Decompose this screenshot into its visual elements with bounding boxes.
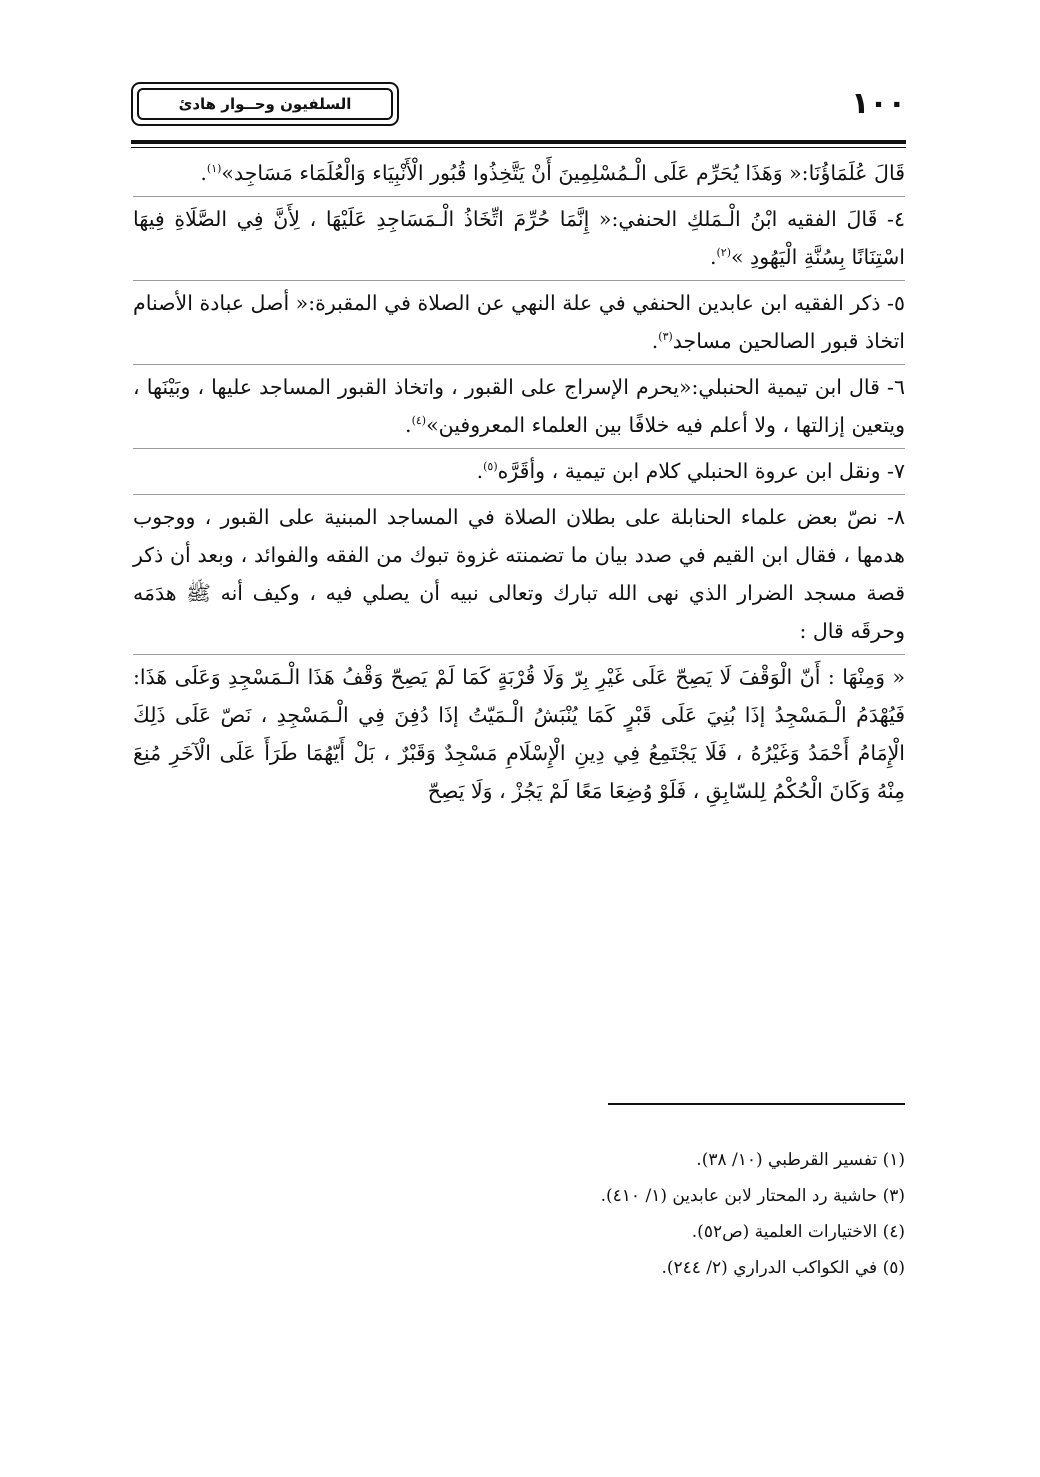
footnotes [133,1142,905,1286]
paragraph-4: ٦- قال ابن تيمية الحنبلي:«يحرم الإسراج على القبور ، واتخاذ القبور المساجد عليها ، وبَيْنَها ، ويتعين إزالتها ، ولا أعلم فيه خلافًا بين العلماء المعروفين»$^{(٤)}$. [133,364,905,444]
paragraph-7: « وَمِنْهَا : أَنّ الْوَقْفَ لَا يَصِحّ عَلَى غَيْرِ بِرّ وَلَا قُرْبَةٍ كَمَا لَمْ يَصِحّ وَقْفُ هَذَا الْـمَسْجِدِ وَعَلَى هَذَا: فَيُهْدَمُ الْـمَسْجِدُ إذَا بُنِيَ عَلَى قَبْرٍ كَمَا يُنْبَشُ الْـمَيّتُ إذَا دُفِنَ فِي الْـمَسْجِدِ ، نَصّ عَلَى ذَلِكَ الْإِمَامُ أَحْمَدُ وَغَيْرُهُ ، فَلَا يَجْتَمِعُ فِي دِينِ الْإِسْلَامِ مَسْجِدٌ وَقَبْرٌ ، بَلْ أَيّهُمَا طَرَأَ عَلَى الْآخَرِ مُنِعَ مِنْهُ وَكَانَ الْحُكْمُ لِلسّابِقِ ، فَلَوْ وُضِعَا مَعًا لَمْ يَجُزْ ، وَلَا يَصِحّ [133,654,905,810]
footnote-4: (٤) الاختيارات العلمية (ص٥٢). [691,1222,905,1242]
footnote-ref-2: (٢) [716,246,731,260]
paragraph-2: ٤- قَالَ الفقيه ابْنُ الْـمَلكِ الحنفي:« إِنَّمَا حُرِّمَ اتِّخَاذُ الْـمَسَاجِدِ عَلَيْهَا ، لِأَنَّ فِي الصَّلَاةِ فِيهَا اسْتِنَانًا بِسُنَّةِ الْيَهُودِ »$^{(٢)}$. [133,196,905,276]
footnote-ref-5: (٥) [483,460,498,474]
paragraph-3: ٥- ذكر الفقيه ابن عابدين الحنفي في علة النهي عن الصلاة في المقبرة:« أصل عبادة الأصنام اتخاذ قبور الصالحين مساجد$^{(٣)}$. [133,280,905,360]
footnote-ref-1: (١) [206,162,222,176]
header-rule-thin [131,147,906,148]
paragraph-5: ٧- ونقل ابن عروة الحنبلي كلام ابن تيمية ، وأقَرَّه$^{(٥)}$. [133,448,905,490]
footnote-separator [608,1103,905,1105]
main-text [133,154,905,810]
footnote-ref-4: (٤) [411,414,427,428]
footnote-3: (٣) حاشية رد المحتار لابن عابدين (١/ ٤١٠). [600,1186,905,1206]
page-number: ١٠٠ [851,86,906,121]
book-title-frame [131,82,399,126]
paragraph-1: قَالَ عُلَمَاؤُنَا:« وَهَذَا يُحَرِّم عَلَى الْـمُسْلِمِينَ أَنْ يَتَّخِذُوا قُبُور الْأَنْبِيَاء وَالْعُلَمَاء مَسَاجِد»$^{(١)}$. [200,161,905,185]
book-title: السلفيون وحــوار هادئ [137,88,393,120]
footnote-1: (١) تفسير القرطبي (١٠/ ٣٨). [696,1150,905,1170]
paragraph-6: ٨- نصّ بعض علماء الحنابلة على بطلان الصلاة في المساجد المبنية على القبور ، ووجوب هدمها ، فقال ابن القيم في صدد بيان ما تضمنته غزوة تبوك من الفقه والفوائد ، وبعد أن ذكر قصة مسجد الضرار الذي نهى الله تبارك وتعالى نبيه أن يصلي فيه ، وكيف أنه ﷺ هدَمَه وحرقَه قال : [133,494,905,650]
footnote-5: (٥) في الكواكب الدراري (٢/ ٢٤٤). [661,1258,905,1278]
header-rule-thick [131,140,906,144]
footnote-ref-3: (٣) [658,330,673,344]
